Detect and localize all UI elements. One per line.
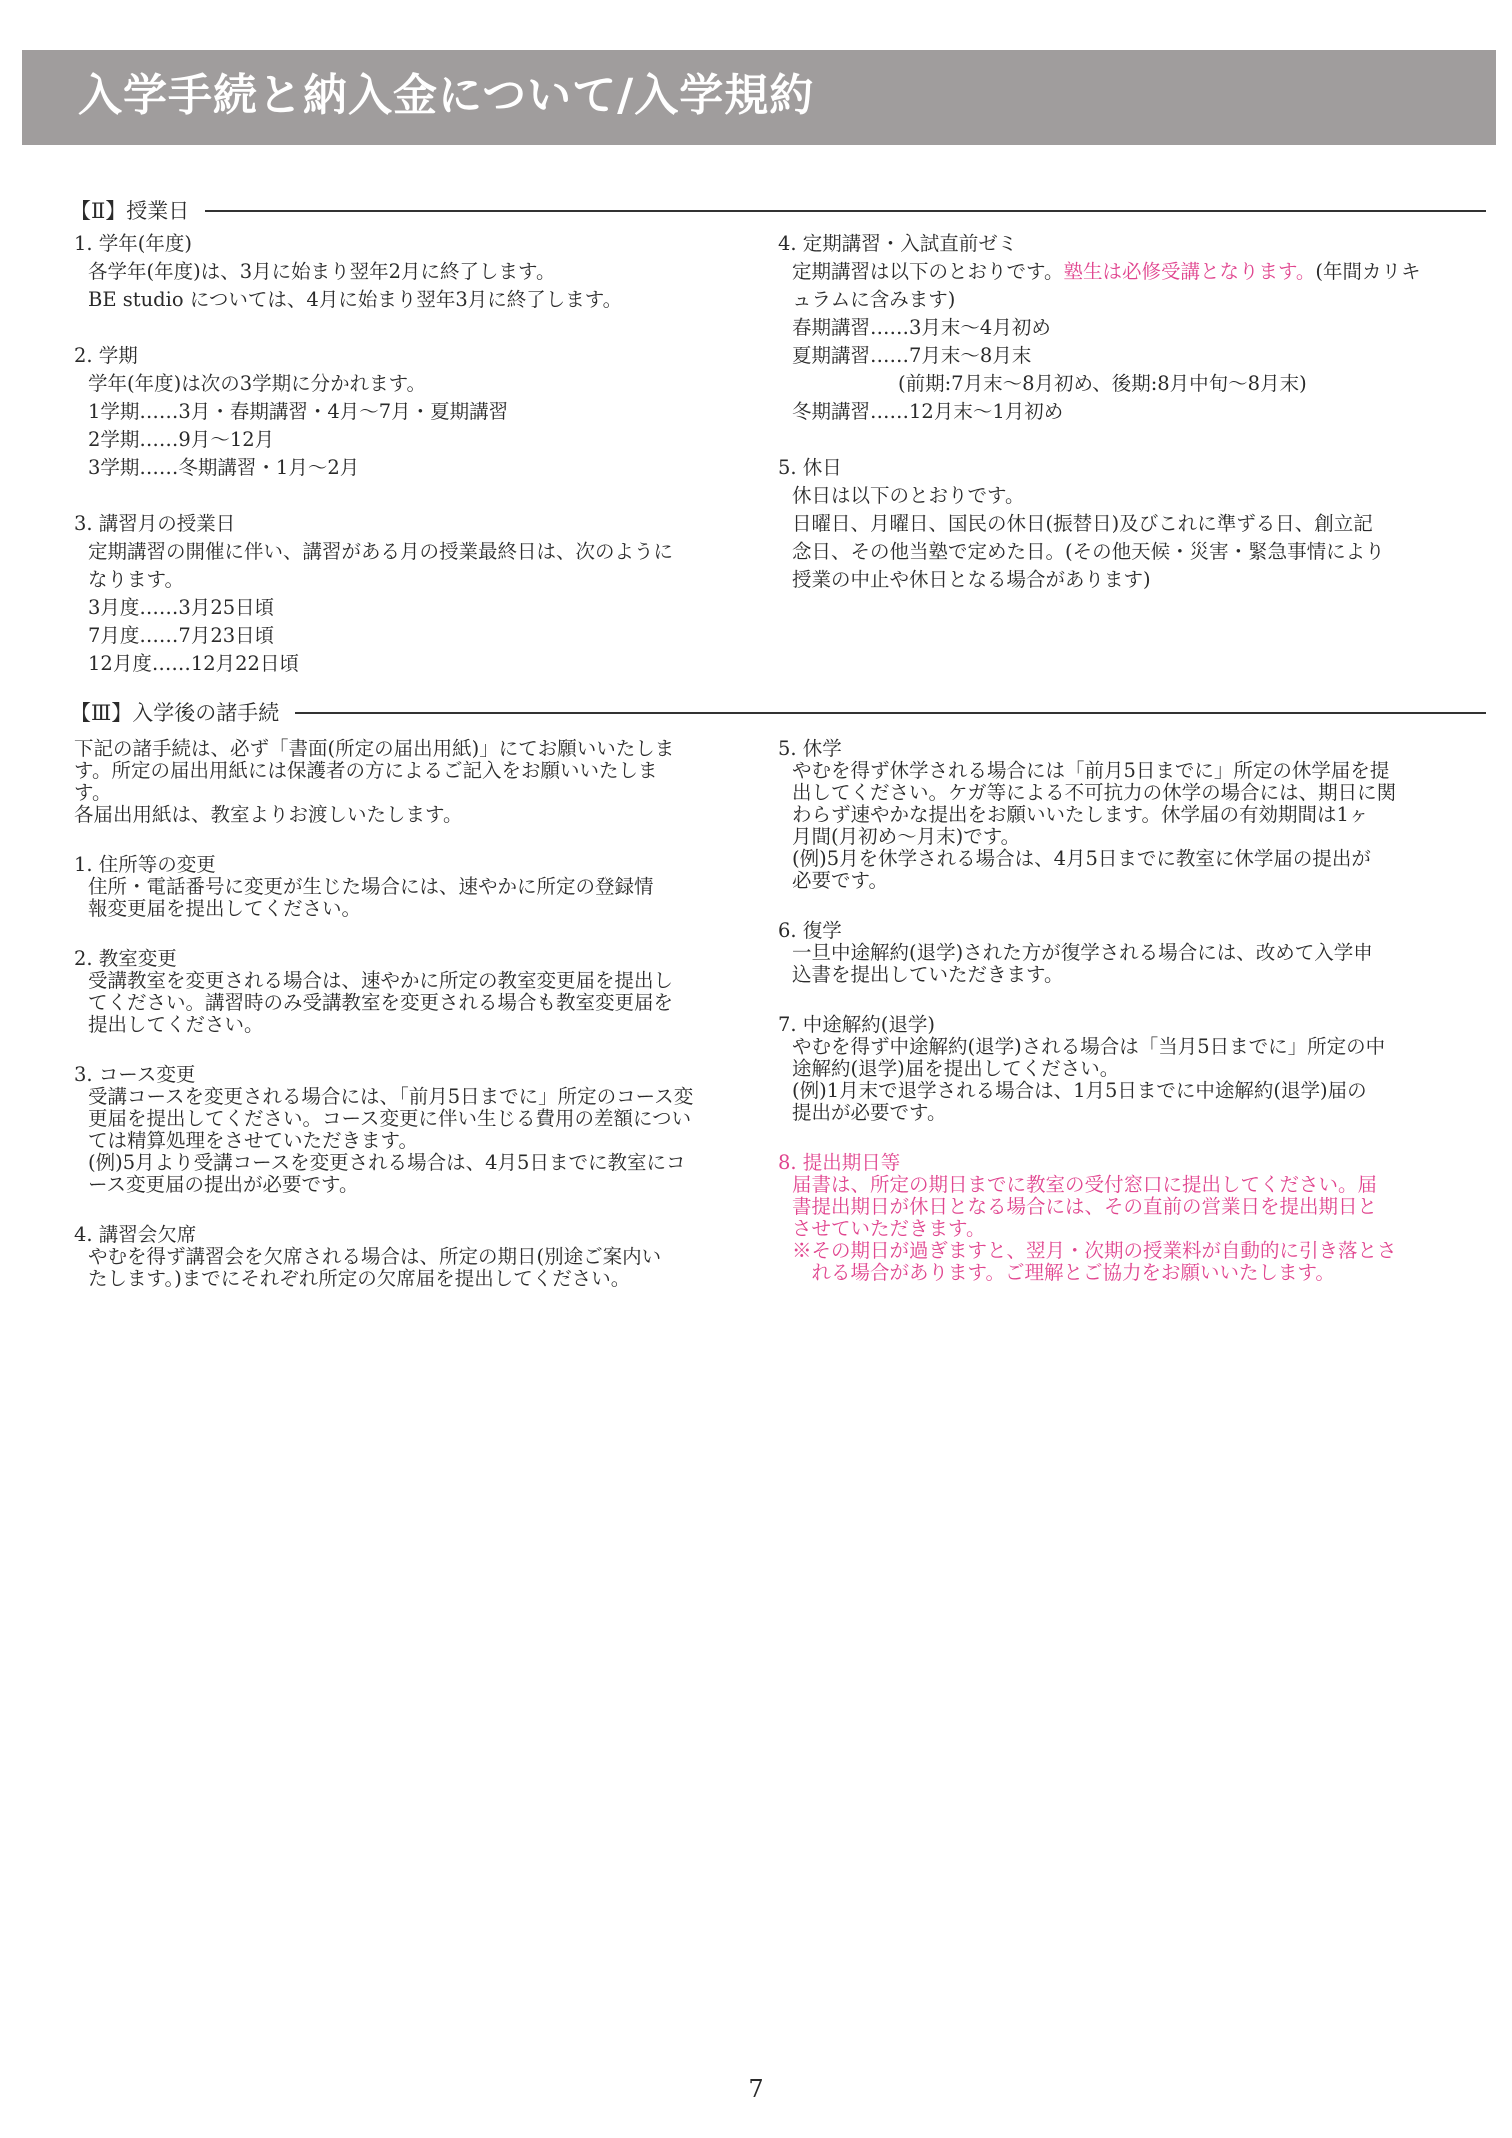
item-title: 3. コース変更 (74, 1063, 196, 1086)
item-text: 休日は以下のとおりです。 (792, 484, 1025, 507)
item-title: 1. 学年(年度) (74, 232, 193, 255)
intro-text: す。所定の届出用紙には保護者の方によるご記入をお願いいたしま (74, 759, 658, 782)
item-text: 住所・電話番号に変更が生じた場合には、速やかに所定の登録情 (88, 875, 654, 898)
item-text: 報変更届を提出してください。 (88, 897, 362, 920)
item-text: 日曜日、月曜日、国民の休日(振替日)及びこれに準ずる日、創立記 (792, 512, 1373, 535)
item-text: (例)1月末で退学される場合は、1月5日までに中途解約(退学)届の (792, 1079, 1367, 1102)
item-text: 冬期講習……12月末～1月初め (792, 400, 1064, 423)
section-2-heading-label: 【Ⅱ】授業日 (70, 199, 190, 223)
item-text: たします。)までにそれぞれ所定の欠席届を提出してください。 (88, 1267, 631, 1290)
item-text: 1学期……3月・春期講習・4月～7月・夏期講習 (88, 400, 509, 423)
intro-text: 下記の諸手続は、必ず「書面(所定の届出用紙)」にてお願いいたしま (74, 737, 675, 760)
item-text: なります。 (88, 568, 184, 591)
item-text: 3月度……3月25日頃 (88, 596, 275, 619)
item-title: 4. 定期講習・入試直前ゼミ (778, 232, 1018, 255)
item-text: てください。講習時のみ受講教室を変更される場合も教室変更届を (88, 991, 674, 1014)
item-text: 一旦中途解約(退学)された方が復学される場合には、改めて入学申 (792, 941, 1373, 964)
item-text: 受講教室を変更される場合は、速やかに所定の教室変更届を提出し (88, 969, 674, 992)
section-2-right-column (778, 230, 1458, 594)
item-text: 出してください。ケガ等による不可抗力の休学の場合には、期日に関 (792, 781, 1397, 804)
item-title: 2. 教室変更 (74, 947, 177, 970)
page-number: 7 (748, 2075, 764, 2103)
item-text: (前期:7月末～8月初め、後期:8月中旬～8月末) (898, 372, 1307, 395)
item-text: 届書は、所定の期日までに教室の受付窓口に提出してください。届 (792, 1173, 1378, 1196)
item-text: 学年(年度)は次の3学期に分かれます。 (88, 372, 427, 395)
item-text: 必要です。 (792, 869, 888, 892)
item-text-part: (年間カリキ (1315, 260, 1421, 283)
item-text: ュラムに含みます) (792, 288, 956, 311)
section-3-left-column (74, 738, 744, 1290)
item-text: (例)5月より受講コースを変更される場合は、4月5日までに教室にコ (88, 1151, 686, 1174)
item-text: やむを得ず休学される場合には「前月5日までに」所定の休学届を提 (792, 759, 1390, 782)
item-text: 提出が必要です。 (792, 1101, 947, 1124)
section-3-divider (295, 712, 1486, 714)
item-title: 4. 講習会欠席 (74, 1223, 197, 1246)
item-text: 12月度……12月22日頃 (88, 652, 299, 675)
section-3-heading (70, 698, 1486, 728)
section-2-left-column (74, 230, 744, 678)
item-text: 込書を提出していただきます。 (792, 963, 1064, 986)
item-text: 受講コースを変更される場合には、「前月5日までに」所定のコース変 (88, 1085, 694, 1108)
item-title: 5. 休学 (778, 737, 842, 760)
item-text: やむを得ず中途解約(退学)される場合は「当月5日までに」所定の中 (792, 1035, 1386, 1058)
item-text: させていただきます。 (792, 1217, 986, 1240)
item-text: やむを得ず講習会を欠席される場合は、所定の期日(別途ご案内い (88, 1245, 662, 1268)
section-3-heading-label: 【Ⅲ】入学後の諸手続 (70, 701, 280, 725)
item-text: (例)5月を休学される場合は、4月5日までに教室に休学届の提出が (792, 847, 1371, 870)
item-text: 月間(月初め～月末)です。 (792, 825, 1021, 848)
item-text: わらず速やかな提出をお願いいたします。休学届の有効期間は1ヶ (792, 803, 1369, 826)
item-text: 7月度……7月23日頃 (88, 624, 275, 647)
header-band (22, 50, 1496, 145)
item-title: 1. 住所等の変更 (74, 853, 216, 876)
item-title: 2. 学期 (74, 344, 138, 367)
item-text: 2学期……9月～12月 (88, 428, 275, 451)
item-text: 3学期……冬期講習・1月～2月 (88, 456, 360, 479)
item-title: 3. 講習月の授業日 (74, 512, 236, 535)
section-2-divider (205, 210, 1486, 212)
submission-deadline-notice (778, 1152, 1458, 1284)
item-text: 更届を提出してください。コース変更に伴い生じる費用の差額につい (88, 1107, 692, 1130)
item-text: 授業の中止や休日となる場合があります) (792, 568, 1151, 591)
intro-text: 各届出用紙は、教室よりお渡しいたします。 (74, 803, 463, 826)
item-title: 6. 復学 (778, 919, 842, 942)
item-text: 春期講習……3月末～4月初め (792, 316, 1051, 339)
section-2-heading (70, 196, 1486, 226)
item-text: ※その期日が過ぎますと、翌月・次期の授業料が自動的に引き落とさ (792, 1239, 1397, 1262)
item-text-part: 定期講習は以下のとおりです。 (792, 260, 1064, 283)
intro-text: す。 (74, 781, 112, 804)
item-text: ては精算処理をさせていただきます。 (88, 1129, 418, 1152)
item-text: 提出してください。 (88, 1013, 264, 1036)
item-text: BE studio については、4月に始まり翌年3月に終了します。 (88, 288, 623, 311)
item-text (778, 258, 1458, 286)
item-text: 念日、その他当塾で定めた日。(その他天候・災害・緊急事情により (792, 540, 1385, 563)
item-text: 途解約(退学)届を提出してください。 (792, 1057, 1120, 1080)
item-text: 夏期講習……7月末～8月末 (792, 344, 1032, 367)
page-title: 入学手続と納入金について/入学規約 (78, 70, 815, 121)
item-title: 8. 提出期日等 (778, 1151, 901, 1174)
required-notice: 塾生は必修受講となります。 (1063, 260, 1316, 283)
item-text: れる場合があります。ご理解とご協力をお願いいたします。 (792, 1261, 1335, 1284)
item-title: 5. 休日 (778, 456, 842, 479)
item-text: 各学年(年度)は、3月に始まり翌年2月に終了します。 (88, 260, 556, 283)
item-title: 7. 中途解約(退学) (778, 1013, 936, 1036)
section-3-right-column (778, 738, 1458, 1284)
item-text: 定期講習の開催に伴い、講習がある月の授業最終日は、次のように (88, 540, 674, 563)
item-text: ース変更届の提出が必要です。 (88, 1173, 359, 1196)
item-text: 書提出期日が休日となる場合には、その直前の営業日を提出期日と (792, 1195, 1378, 1218)
